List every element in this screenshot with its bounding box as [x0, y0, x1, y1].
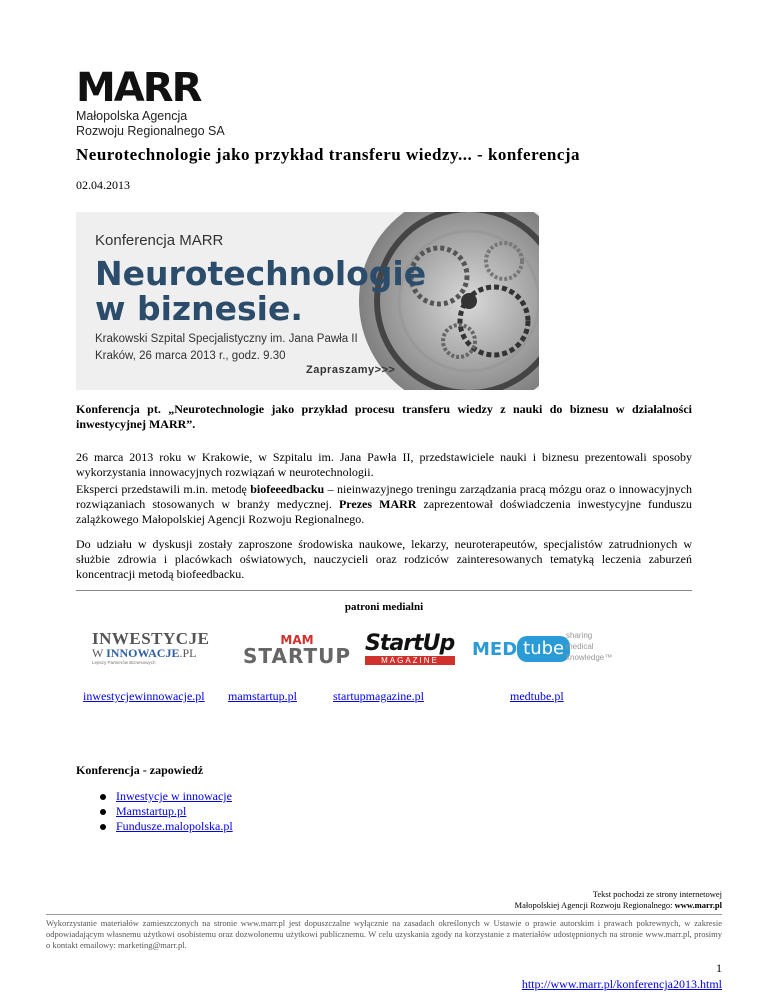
announcement-heading: Konferencja - zapowiedź [76, 763, 204, 777]
patrons-heading: patroni medialni [344, 601, 424, 613]
announcement-list [100, 789, 233, 834]
link-fundusze-malopolska[interactable]: Fundusze.malopolska.pl [116, 819, 233, 833]
footer-divider [46, 914, 722, 915]
banner-headline [95, 256, 426, 326]
bullet-icon [100, 824, 106, 830]
page-number: 1 [716, 961, 722, 975]
startup-logo-bottom: MAGAZINE [365, 656, 455, 665]
startup-logo-top: StartUp [365, 631, 455, 656]
inw-logo-line-2: W INNOWACJE.PL [92, 646, 197, 660]
inw-logo-line-1: INWESTYCJE [92, 629, 210, 648]
link-inwestycje-w-innowacje[interactable]: Inwestycje w innowacje [116, 789, 232, 803]
bullet-icon [100, 794, 106, 800]
source-site: www.marr.pl [674, 900, 722, 910]
divider [76, 590, 692, 591]
intro-paragraph: Konferencja pt. „Neurotechnologie jako przykład procesu transferu wiedzy z nauki do biznesu w działalności inwestycyjnej MARR”. [76, 402, 692, 431]
banner-label: Konferencja MARR [95, 232, 224, 249]
banner-headline-line-1: Neurotechnologie [95, 254, 427, 293]
page-title: Neurotechnologie jako przykład transferu wiedzy... - konferencja [76, 145, 581, 164]
medtube-tagline: sharing medical knowledge™ [566, 631, 613, 662]
copyright-disclaimer: Wykorzystanie materiałów zamieszczonych na stronie www.marr.pl jest dopuszczalne wyłącznie na zasadach określonych w Ustawie o prawie autorskim i prawach pokrewnych, w zakresie odpowiadającym własnemu użytkowi osobistemu oraz dozwolonemu użytkowi publicznemu. W celu uzyskania zgody na korzystanie z materiałów udostępnionych na stronie www.marr.pl, prosimy o kontakt emailowy: marketing@marr.pl. [46, 918, 722, 950]
bullet-icon [100, 809, 106, 815]
mamstartup-logo-top: MAM [280, 633, 314, 647]
list-item [100, 789, 233, 804]
inwestycje-logo [92, 629, 210, 666]
banner-datetime: Kraków, 26 marca 2013 r., godz. 9.30 [95, 350, 286, 362]
link-mamstartup[interactable]: mamstartup.pl [228, 689, 297, 703]
mamstartup-logo [243, 634, 351, 666]
medtube-logo-med: MED [472, 638, 518, 660]
logo-wordmark: MARR [76, 65, 201, 111]
mamstartup-logo-bottom: STARTUP [243, 644, 352, 668]
banner-location [95, 331, 358, 365]
p3-part-e: zaprezentował doświadczenia inwestycyjne funduszu zalążkowego Małopolskiej Agencji Rozwoju Regionalnego. [76, 497, 692, 526]
startup-magazine-logo [365, 632, 455, 665]
paragraph-event: 26 marca 2013 roku w Krakowie, w Szpitalu im. Jana Pawła II, przedstawiciele nauki i biznesu prezentowali sposoby wykorzystania innowacyjnych rozwiązań w neurotechnologii. [76, 450, 692, 479]
link-startupmagazine[interactable]: startupmagazine.pl [333, 689, 424, 703]
conference-banner [76, 212, 539, 390]
list-item [100, 819, 233, 834]
marr-logo [76, 65, 225, 138]
page-url-link[interactable]: http://www.marr.pl/konferencja2013.html [521, 977, 722, 991]
logo-line-2: Rozwoju Regionalnego SA [76, 124, 225, 138]
p3-prezes: Prezes MARR [338, 497, 417, 511]
p3-biofeedback: biofeeedbacku [250, 482, 325, 496]
list-item [100, 804, 233, 819]
paragraph-audience: Do udziału w dyskusji zostały zaproszone środowiska naukowe, lekarzy, neuroterapeutów, specjalistów zatrudnionych w służbie zdrowia i placówkach oświatowych, nauczycieli oraz rodziców zainteresowanych tematyką leczenia zaburzeń koncentracji metodą biofeedbacku. [76, 537, 692, 581]
link-inwestycjewinnowacje[interactable]: inwestycjewinnowacje.pl [83, 689, 205, 703]
publish-date: 02.04.2013 [76, 178, 130, 192]
inw-logo-tagline: Lepszy Partnerów Biznesowych [92, 660, 156, 665]
p3-part-c: – nieinwazyjnego treningu zarządzania pracą mózgu oraz o innowacyjnych rozwiązaniach stosowanych w branży medycznej. [76, 482, 692, 511]
logo-line-1: Małopolska Agencja [76, 109, 188, 123]
source-line-1: Tekst pochodzi ze strony internetowej [592, 889, 722, 899]
link-medtube[interactable]: medtube.pl [510, 689, 564, 703]
banner-invite: Zapraszamy>>> [306, 364, 396, 376]
paragraph-experts [76, 482, 692, 527]
p3-part-a: Eksperci przedstawili m.in. metodę [76, 482, 251, 496]
link-mamstartup-announcement[interactable]: Mamstartup.pl [116, 804, 187, 818]
medtube-logo [472, 631, 613, 662]
source-note [515, 889, 722, 911]
banner-venue: Krakowski Szpital Specjalistyczny im. Jana Pawła II [95, 333, 358, 345]
medtube-logo-tube: tube [517, 636, 570, 662]
banner-headline-line-2: w biznesie. [95, 289, 303, 328]
source-line-2: Małopolskiej Agencji Rozwoju Regionalnego: www.marr.pl [514, 900, 722, 910]
